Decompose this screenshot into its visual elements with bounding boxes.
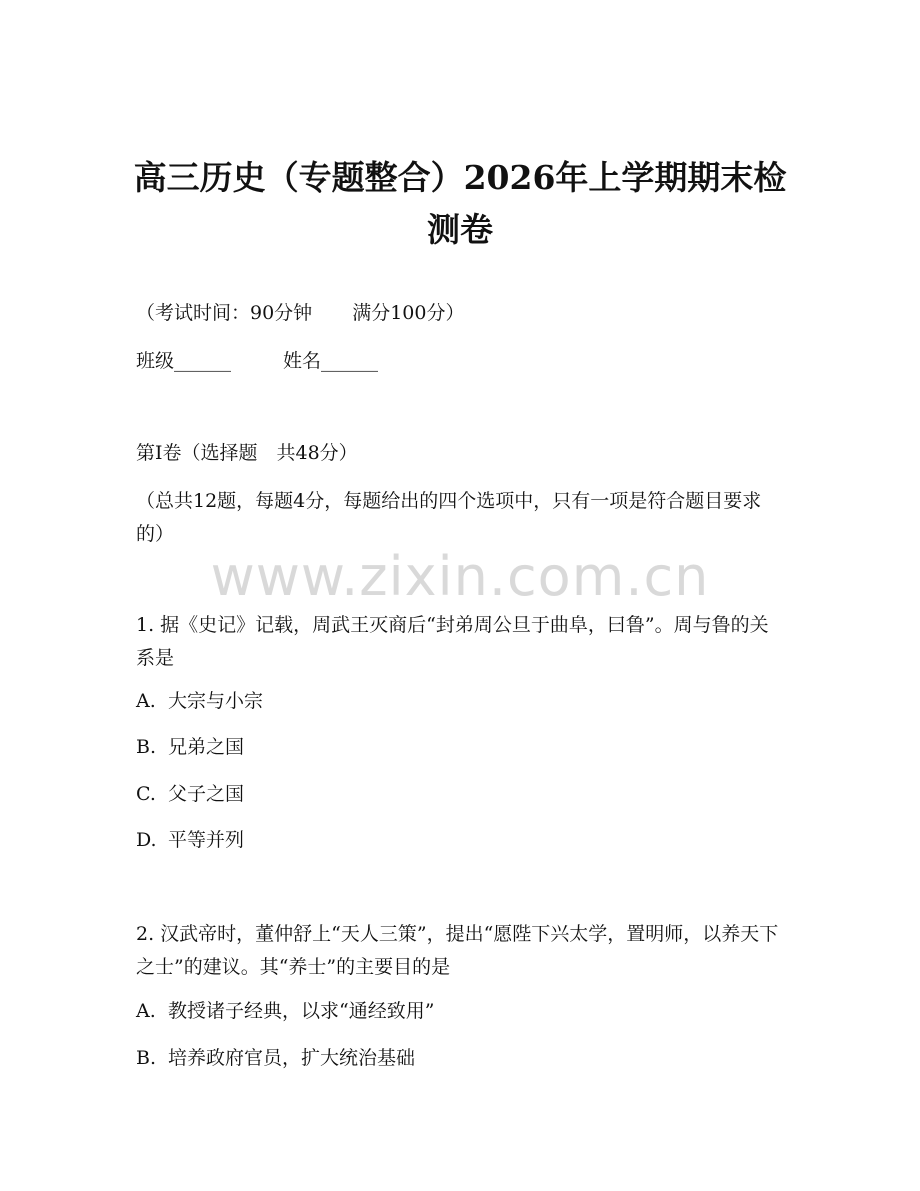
question-1-option-d	[136, 824, 244, 857]
option-text: 兄弟之国	[168, 736, 245, 758]
question-1-stem: 1. 据《史记》记载，周武王灭商后“封弟周公旦于曲阜，曰鲁”。周与鲁的关系是	[136, 614, 769, 669]
exam-full-score: 满分100分）	[352, 302, 465, 324]
document-title-line-1: 高三历史（专题整合）2026年上学期期末检	[133, 158, 787, 197]
question-1-option-c	[136, 778, 244, 811]
option-text: 父子之国	[168, 783, 245, 805]
exam-info	[136, 297, 464, 330]
question-2-option-b	[136, 1042, 415, 1075]
question-2-option-a	[136, 995, 434, 1028]
option-text: 大宗与小宗	[168, 690, 264, 712]
section-instructions: （总共12题，每题4分，每题给出的四个选项中，只有一项是符合题目要求的）	[136, 490, 762, 545]
document-title	[110, 152, 810, 256]
question-2-stem: 2. 汉武帝时，董仲舒上“天人三策”，提出“愿陛下兴太学，置明师，以养天下之士”的建议。其“养士”的主要目的是	[136, 923, 779, 978]
option-letter: D.	[136, 829, 157, 851]
watermark: www.zixin.com.cn	[210, 545, 710, 608]
option-letter: B.	[136, 1047, 157, 1069]
option-letter: A.	[136, 1000, 156, 1022]
option-letter: A.	[136, 690, 156, 712]
option-letter: B.	[136, 736, 157, 758]
option-text: 平等并列	[168, 829, 245, 851]
student-info	[136, 345, 378, 378]
document-title-line-2: 测卷	[427, 210, 493, 249]
option-text: 教授诸子经典，以求“通经致用”	[168, 1000, 435, 1022]
exam-time: （考试时间：90分钟	[136, 302, 313, 324]
name-field: 姓名______	[283, 350, 379, 372]
option-letter: C.	[136, 783, 156, 805]
class-field: 班级______	[136, 350, 232, 372]
question-1-option-b	[136, 731, 244, 764]
section-heading: 第Ⅰ卷（选择题 共48分）	[136, 442, 358, 464]
option-text: 培养政府官员，扩大统治基础	[168, 1047, 416, 1069]
question-1-option-a	[136, 685, 263, 718]
